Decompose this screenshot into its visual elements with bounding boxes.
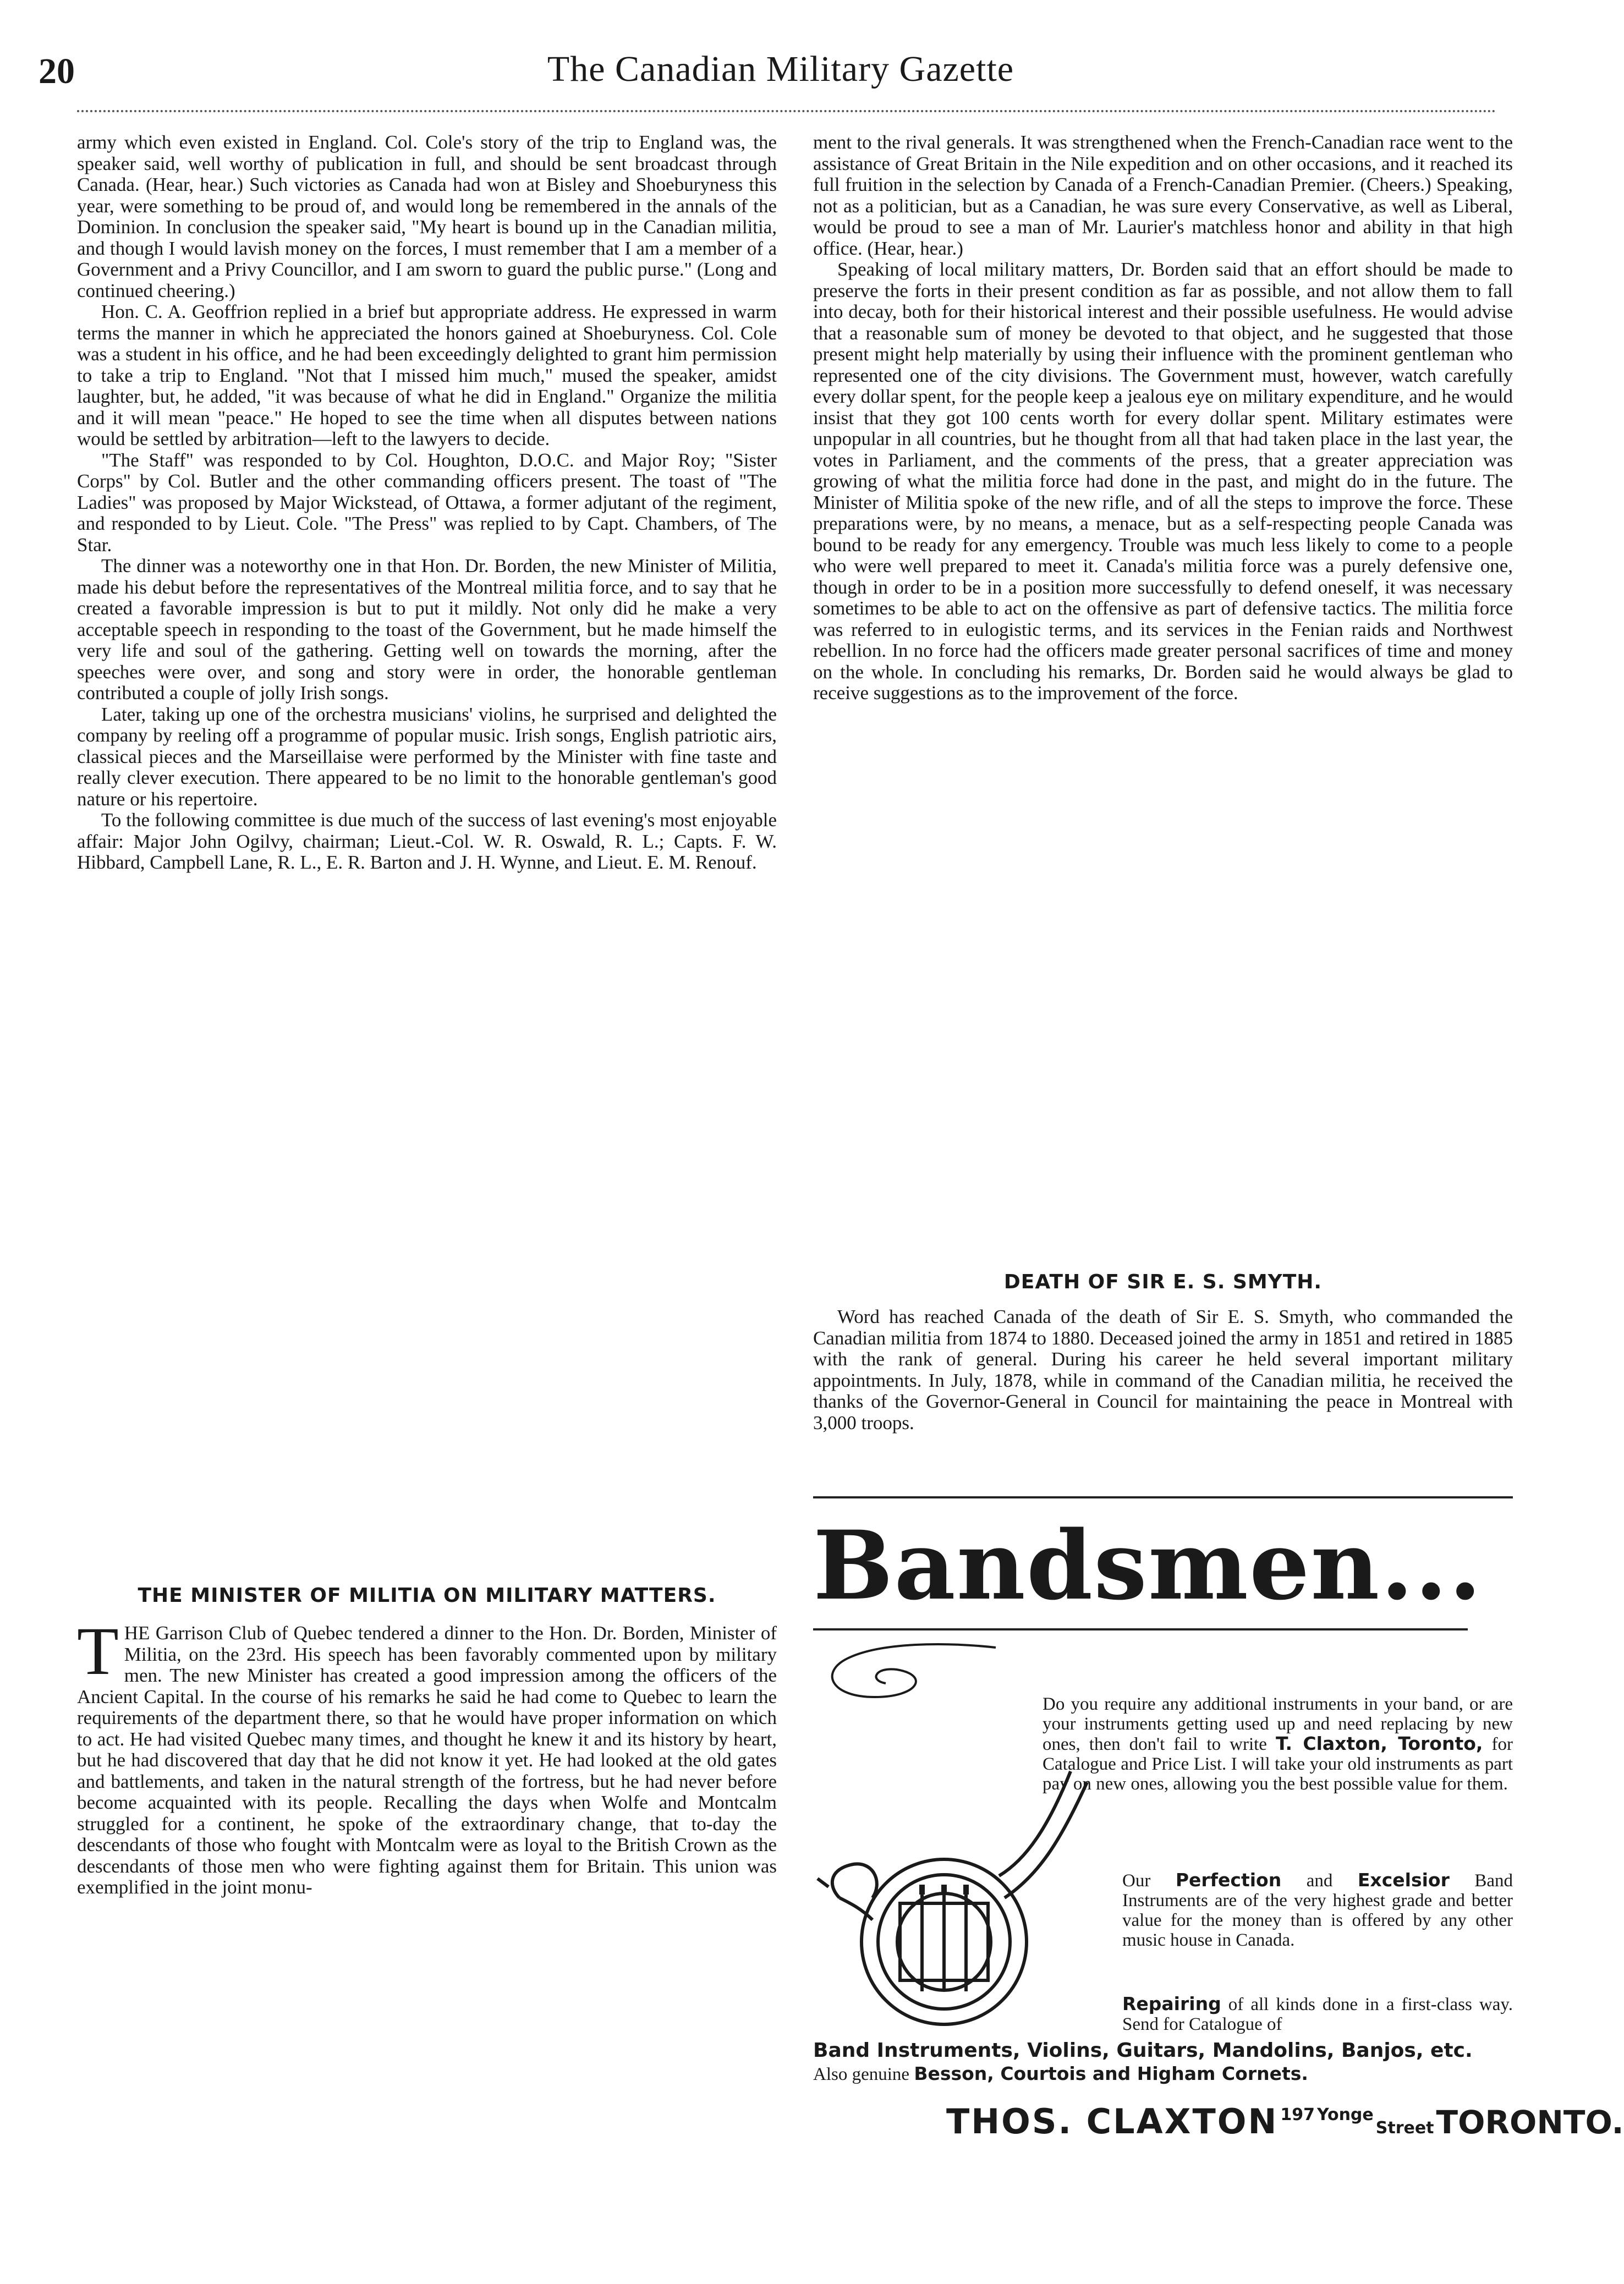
header-rule	[77, 110, 1496, 112]
advert-intro	[1043, 1694, 1513, 1794]
paragraph: "The Staff" was responded to by Col. Houghton, D.O.C. and Major Roy; "Sister Corps" by Col. Butler and the other commanding officers present. The toast of "The Ladies" was proposed by Major Wickstead, of Ottawa, a former adjutant of the regiment, and responded to by Lieut. Cole. "The Press" was replied to by Capt. Chambers, of The Star.	[77, 449, 777, 556]
advert-repairing	[1122, 1994, 1513, 2034]
advert-intro-text: Do you require any additional instruments in your band, or are your instruments getting used up and need replacing by new ones, then don't fail to write	[1043, 1694, 1513, 1754]
advert-perfection-text: Band Instruments are of the very highest grade and better value for the money than is offered by any other music house in Canada.	[1122, 1871, 1513, 1950]
address-suffix: Street	[1375, 2118, 1434, 2138]
brand-perfection: Perfection	[1175, 1869, 1282, 1891]
brand-cornets: Besson, Courtois and Higham Cornets.	[914, 2063, 1308, 2084]
address-number: 197	[1280, 2105, 1315, 2124]
brand-excelsior: Excelsior	[1357, 1869, 1450, 1891]
instruments-line: Band Instruments, Violins, Guitars, Mandolins, Banjos, etc.	[813, 2039, 1473, 2062]
paragraph: Hon. C. A. Geoffrion replied in a brief but appropriate address. He expressed in warm terms the manner in which he appreciated the honors gained at Shoeburyness. Col. Cole was a student in his office, and he had been exceedingly delighted to grant him permission to take a trip to England. "Not that I missed him much," mused the speaker, amidst laughter, but, he added, "it was because of what he did in England." Organize the militia and it will mean "peace." He hoped to see the time when all disputes between nations would be settled by arbitration—left to the lawyers to decide.	[77, 301, 777, 449]
paragraph: Later, taking up one of the orchestra musicians' violins, he surprised and delighted the company by reeling off a programme of popular music. Irish songs, English patriotic airs, classical pieces and the Marseillaise were performed by the Minister with fine taste and really clever execution. There appeared to be no limit to the honorable gentleman's good nature or his repertoire.	[77, 703, 777, 810]
advert-firm-link: T. Claxton, Toronto,	[1276, 1733, 1483, 1754]
paragraph: To the following committee is due much of the success of last evening's most enjoyable affair: Major John Ogilvy, chairman; Lieut.-Col. W. R. Oswald, R. L.; Capts. F. W. Hibbard, Campbell Lane, R. L., E. R. Barton and J. H. Wynne, and Lieut. E. M. Renouf.	[77, 809, 777, 873]
flourish-ornament	[814, 1637, 1001, 1708]
advert-top-rule	[813, 1496, 1513, 1498]
advert-signature	[946, 2101, 1624, 2142]
paragraph: HE Garrison Club of Quebec tendered a dinner to the Hon. Dr. Borden, Minister of Militia, on the 23rd. His speech has been favorably commented upon by military men. The new Minister has created a good impression among the officers of the Ancient Capital. In the course of his remarks he said he had come to Quebec to learn the requirements of the department there, so that he would have proper information on which to act. He had visited Quebec many times, and thought he knew it and its history by heart, but he had discovered that day that he did not know it yet. He had looked at the old gates and battlements, and taken in the natural strength of the fortress, but he had never before become acquainted with its people. Recalling the days when Wolfe and Montcalm struggled for a continent, he spoke of the extraordinary change, that to-day the descendants of those who fought with Montcalm were as loyal to the British Crown as the descendants of those men who were fighting against them for Britain. This union was exemplified in the joint monu-	[77, 1622, 777, 1898]
paragraph: The dinner was a noteworthy one in that Hon. Dr. Borden, the new Minister of Militia, made his debut before the representatives of the Montreal militia force, and to say that he created a favorable impression is but to put it mildly. Not only did he make a very acceptable speech in responding to the toast of the Government, but he made himself the very life and soul of the gathering. Getting well on towards the morning, after the speeches were over, and song and story were in order, the honorable gentleman contributed a couple of jolly Irish songs.	[77, 555, 777, 704]
repairing-text: of all kinds done in a first-class way. Send for Catalogue of	[1122, 1995, 1513, 2034]
french-horn-icon	[818, 1760, 1093, 2046]
paragraph: army which even existed in England. Col. Cole's story of the trip to England was, the speaker said, well worthy of publication in full, and should be sent broadcast through Canada. (Hear, hear.) Such victories as Canada had won at Bisley and Shoeburyness this year, were something to be proud of, and would long be remembered in the annals of the Dominion. In conclusion the speaker said, "My heart is bound up in the Canadian militia, and though I would lavish money on the forces, I must remember that I am a member of a Government and a Privy Councillor, and I am sworn to guard the public purse." (Long and continued cheering.)	[77, 131, 777, 301]
paragraph: ment to the rival generals. It was strengthened when the French-Canadian race went to the assistance of Great Britain in the Nile expedition and on other occasions, and it reached its full fruition in the selection by Canada of a French-Canadian Premier. (Cheers.) Speaking, not as a politician, but as a Canadian, he was sure every Conservative, as well as Liberal, would be proud to see a man of Mr. Laurier's matchless honor and ability in that high office. (Hear, hear.)	[813, 131, 1513, 259]
advert-text: and	[1306, 1871, 1333, 1891]
article-heading: THE MINISTER OF MILITIA ON MILITARY MATTERS.	[138, 1584, 716, 1607]
right-column-article	[813, 132, 1513, 704]
city-name: TORONTO.	[1436, 2104, 1624, 2141]
page-number: 20	[39, 51, 75, 91]
repairing-label: Repairing	[1122, 1993, 1221, 2014]
left-column-article-1	[77, 132, 777, 874]
death-notice	[813, 1306, 1513, 1434]
advert-intro-end: for Catalogue and Price List. I will take your old instruments as part pay on new ones, allowing you the best possible value for them.	[1043, 1734, 1513, 1794]
advert-text: Our	[1122, 1871, 1151, 1891]
advert-also-line	[813, 2064, 1513, 2084]
drop-cap: T	[77, 1613, 119, 1689]
firm-name: THOS. CLAXTON	[946, 2101, 1279, 2142]
publication-title: The Canadian Military Gazette	[547, 49, 1014, 89]
paragraph: Word has reached Canada of the death of Sir E. S. Smyth, who commanded the Canadian militia from 1874 to 1880. Deceased joined the army in 1851 and retired in 1885 with the rank of general. During his career he held several important military appointments. In July, 1878, while in command of the Canadian militia, he received the thanks of the Governor-General in Council for maintaining the peace in Montreal with 3,000 troops.	[813, 1306, 1513, 1434]
left-column-article-2	[77, 1613, 777, 1898]
advert-perfection	[1122, 1870, 1513, 1950]
paragraph: Speaking of local military matters, Dr. Borden said that an effort should be made to preserve the forts in their present condition as far as possible, and not allow them to fall into decay, both for their historical interest and their possible usefulness. He would advise that a reasonable sum of money be devoted to that object, and he suggested that those present might help materially by using their influence with the prominent gentleman who represented one of the city divisions. The Government must, however, watch carefully every dollar spent, for the people keep a jealous eye on military expenditure, and he would insist that they got 100 cents worth for every dollar spent. Military estimates were unpopular in all countries, but he thought from all that had taken place in the last year, the votes in Parliament, and the comments of the press, that a greater appreciation was growing of what the militia force had done in the past, and might do in the future. The Minister of Militia spoke of the new rifle, and of all the steps to improve the force. These preparations were, by no means, a menace, but as a self-respecting people Canada was bound to be ready for any emergency. Trouble was much less likely to come to a people who were well prepared to meet it. Canada's militia force was a purely defensive one, though in order to be in a position more successfully to defend oneself, it was necessary sometimes to be able to act on the offensive as part of defensive tactics. The militia force was referred to in eulogistic terms, and its services in the Fenian raids and Northwest rebellion. In no force had the officers made greater personal sacrifices of time and money on the whole. In concluding his remarks, Dr. Borden said he would always be glad to receive suggestions as to the improvement of the force.	[813, 259, 1513, 704]
advert-headline-rule	[813, 1628, 1468, 1630]
advert-text: Also genuine	[813, 2065, 910, 2084]
advert-headline: Bandsmen...	[813, 1509, 1483, 1621]
article-heading: DEATH OF SIR E. S. SMYTH.	[1003, 1271, 1323, 1293]
address-street: Yonge	[1316, 2105, 1374, 2124]
